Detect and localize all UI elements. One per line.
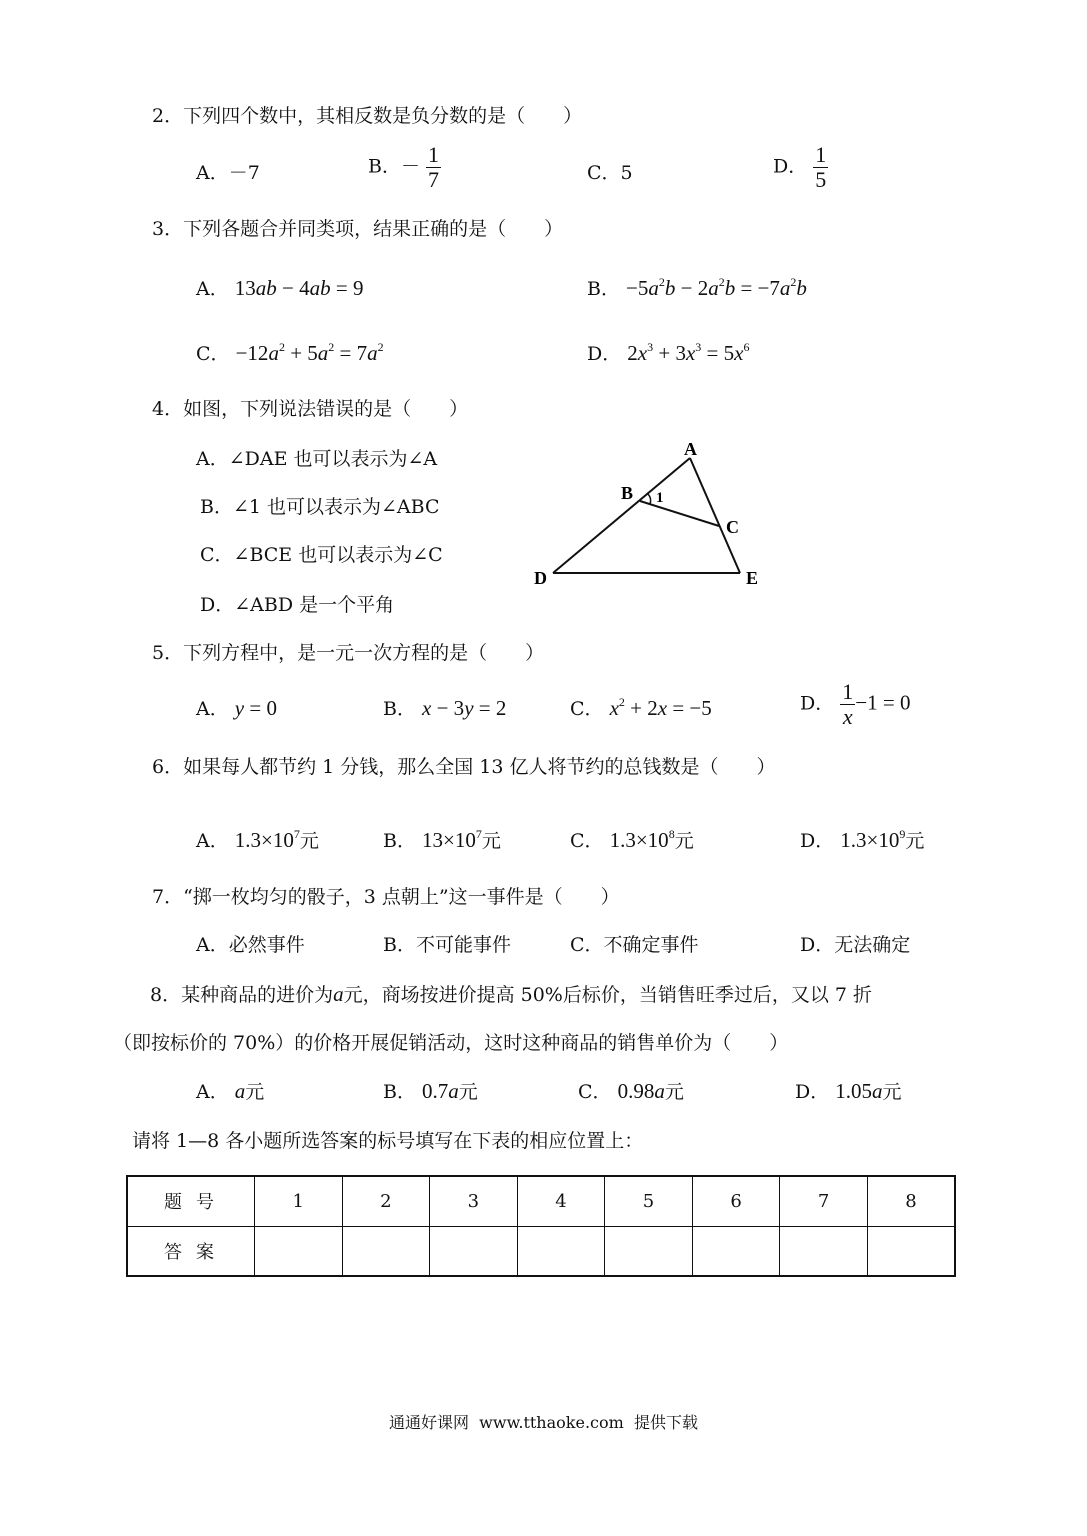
- answer-cell[interactable]: [255, 1226, 343, 1276]
- q3-option-d: D． $2x^3 + 3x^3 = 5x^6$: [587, 340, 750, 365]
- q4-option-a: A．∠DAE 也可以表示为∠A: [196, 448, 438, 470]
- q5-option-c: C． $x^2 + 2x = -5$: [570, 695, 712, 720]
- angle-1-arc: [648, 494, 651, 504]
- label-a: A: [684, 439, 697, 459]
- label-d: D: [534, 568, 547, 588]
- answer-table: [126, 1175, 956, 1277]
- formula: $2x^3 + 3x^3 = 5x^6$: [627, 340, 750, 365]
- segment-da: [553, 458, 690, 573]
- q5-option-a: A． y = 0: [196, 696, 277, 720]
- question-number-cell: 4: [517, 1176, 605, 1226]
- formula: $1.3\times 10^8$: [609, 827, 675, 852]
- variable-a: a: [333, 982, 344, 1006]
- q4-option-b: B．∠1 也可以表示为∠ABC: [200, 496, 440, 518]
- segment-ae: [690, 458, 740, 573]
- question-number-cell: 7: [780, 1176, 868, 1226]
- q6-option-d: D． $1.3\times 10^9$元: [800, 827, 925, 852]
- answer-cell[interactable]: [342, 1226, 430, 1276]
- q5-option-b: B． x − 3y = 2: [383, 696, 507, 720]
- q4-option-d: D．∠ABD 是一个平角: [200, 594, 395, 616]
- question-6-stem: 6．如果每人都节约 1 分钱，那么全国 13 亿人将节约的总钱数是（ ）: [152, 756, 776, 778]
- q6-option-c: C． $1.3\times 10^8$元: [570, 827, 694, 852]
- answer-cell[interactable]: [605, 1226, 693, 1276]
- question-5-stem: 5．下列方程中，是一元一次方程的是（ ）: [152, 642, 545, 664]
- row-header-answer: 答案: [127, 1226, 255, 1276]
- option-label: B．: [368, 155, 401, 178]
- q4-option-c: C．∠BCE 也可以表示为∠C: [200, 544, 443, 566]
- formula: $x^2 + 2x = -5$: [609, 695, 712, 720]
- answer-cell[interactable]: [780, 1226, 868, 1276]
- label-b: B: [621, 483, 634, 503]
- question-2-stem: 2．下列四个数中，其相反数是负分数的是（ ）: [152, 105, 583, 127]
- formula: x − 3y = 2: [422, 696, 507, 720]
- question-number-cell: 8: [867, 1176, 955, 1226]
- question-4-stem: 4．如图，下列说法错误的是（ ）: [152, 398, 469, 420]
- label-e: E: [746, 568, 759, 588]
- row-header-number: 题号: [127, 1176, 255, 1226]
- q7-option-c: C．不确定事件: [570, 934, 699, 956]
- formula: 13ab − 4ab = 9: [234, 276, 364, 300]
- formula: $1.3\times 10^9$: [840, 827, 906, 852]
- triangle-figure: [520, 430, 780, 595]
- question-number-cell: 1: [255, 1176, 343, 1226]
- formula: $-12a^2 + 5a^2 = 7a^2$: [235, 340, 384, 365]
- q6-option-b: B． $13\times 10^7$元: [383, 827, 501, 852]
- formula: $-5a^2b - 2a^2b = -7a^2b$: [626, 275, 807, 300]
- fraction: $\frac{1}{x}$: [842, 679, 854, 729]
- q2-option-b: [368, 143, 441, 192]
- option-value: －7: [228, 162, 260, 184]
- label-c: C: [726, 517, 739, 537]
- question-8-line-2: （即按标价的 70%）的价格开展促销活动，这时这种商品的销售单价为（ ）: [113, 1032, 789, 1054]
- q7-option-a: A．必然事件: [196, 934, 305, 956]
- q8-option-c: C． 0.98a元: [578, 1079, 684, 1103]
- question-number-cell: 6: [692, 1176, 780, 1226]
- segment-bc: [640, 501, 719, 526]
- q3-option-a: A． 13ab − 4ab = 9: [196, 276, 364, 300]
- question-7-stem: 7．“掷一枚均匀的骰子，3 点朝上”这一事件是（ ）: [152, 886, 620, 908]
- question-number-cell: 3: [430, 1176, 518, 1226]
- table-row-numbers: [127, 1176, 955, 1226]
- fraction: $\frac{1}{5}$: [815, 142, 827, 192]
- q2-option-d: D． $\frac{1}{5}$: [773, 142, 827, 192]
- q7-option-d: D．无法确定: [800, 934, 911, 956]
- label-angle-1: 1: [656, 490, 664, 506]
- answer-cell[interactable]: [430, 1226, 518, 1276]
- q5-option-d: D． $\frac{1}{x}$ −1 = 0: [800, 679, 911, 729]
- formula: $13\times 10^7$: [422, 827, 482, 852]
- answer-cell[interactable]: [867, 1226, 955, 1276]
- question-number-cell: 2: [342, 1176, 430, 1226]
- q3-option-c: C． $-12a^2 + 5a^2 = 7a^2$: [196, 340, 384, 365]
- q3-option-b: B． $-5a^2b - 2a^2b = -7a^2b$: [587, 275, 807, 300]
- q2-option-a: [196, 158, 260, 185]
- question-number-cell: 5: [605, 1176, 693, 1226]
- q8-option-a: A． a元: [196, 1079, 265, 1103]
- answer-cell[interactable]: [692, 1226, 780, 1276]
- formula: $1.3\times 10^7$: [234, 827, 300, 852]
- question-3-stem: 3．下列各题合并同类项，结果正确的是（ ）: [152, 218, 564, 240]
- formula: y = 0: [234, 696, 277, 720]
- q7-option-b: B．不可能事件: [383, 934, 511, 956]
- answer-cell[interactable]: [517, 1226, 605, 1276]
- answer-instruction: 请将 1—8 各小题所选答案的标号填写在下表的相应位置上：: [132, 1130, 644, 1152]
- minus-sign: －: [400, 155, 420, 178]
- fraction: $\frac{1}{7}$: [428, 142, 440, 192]
- q6-option-a: A． $1.3\times 10^7$元: [196, 827, 319, 852]
- question-8-line-1: 8．某种商品的进价为a元，商场按进价提高 50%后标价，当销售旺季过后，又以 7 折: [150, 982, 873, 1006]
- q8-option-d: D． 1.05a元: [795, 1079, 902, 1103]
- option-label: A．: [196, 162, 229, 184]
- q2-option-c: C．5: [587, 162, 633, 184]
- table-row-answers: [127, 1226, 955, 1276]
- q8-option-b: B． 0.7a元: [383, 1079, 478, 1103]
- page-footer: 通通好课网 www.tthaoke.com 提供下载: [389, 1413, 698, 1432]
